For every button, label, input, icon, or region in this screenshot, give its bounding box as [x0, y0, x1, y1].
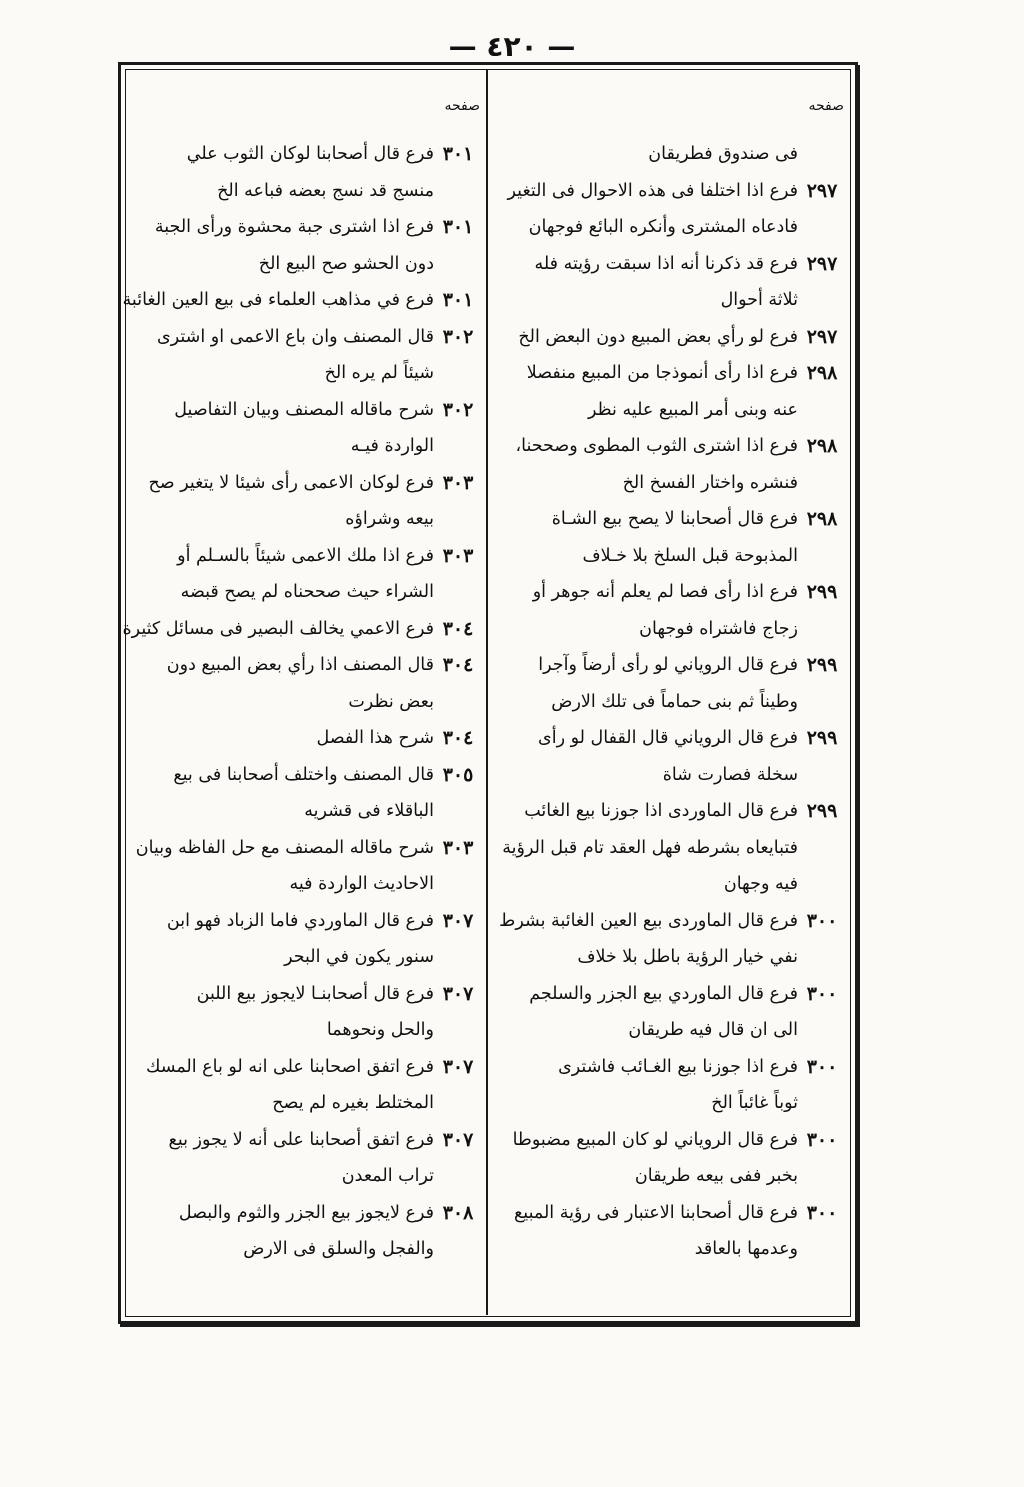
- entry-text: [128, 647, 434, 720]
- entry-page-number: ٢٩٩: [806, 727, 838, 749]
- index-entry: [490, 574, 846, 647]
- entry-page-number: ٣٠٥: [442, 763, 474, 786]
- entry-line: فرع قال الروياني لو كان المبيع مضبوطا: [512, 1129, 798, 1150]
- entry-text: [490, 647, 798, 720]
- entry-line: المختلط بغيره لم يصح: [272, 1093, 434, 1113]
- entry-line: بخبر ففى بيعه طريقان: [634, 1166, 798, 1186]
- entry-line: شيئاً لم يره الخ: [324, 363, 434, 383]
- index-entry: [490, 720, 846, 793]
- index-entry: [128, 538, 482, 611]
- entry-page-number: ٣٠٨: [442, 1201, 474, 1224]
- column-header: صفحه: [444, 98, 480, 114]
- index-entry: [128, 465, 482, 538]
- index-entry: [490, 793, 846, 903]
- entry-line: قال المصنف واختلف أصحابنا فى بيع: [173, 764, 434, 785]
- entry-line: قال المصنف وان باع الاعمى او اشترى: [157, 326, 434, 347]
- entry-line: سخلة فصارت شاة: [662, 764, 798, 785]
- entry-list: [122, 136, 482, 1268]
- entry-line: ثلاثة أحوال: [720, 290, 798, 310]
- index-entry: [128, 1049, 482, 1122]
- entry-line: فرع اذا اشترى جبة محشوة ورأى الجبة: [154, 217, 434, 237]
- entry-line: فرع قال أصحابنـا لايجوز بيع اللبن: [196, 983, 434, 1004]
- entry-page-number: ٢٩٨: [806, 362, 838, 384]
- entry-line: فرع اذا رأى أنموذجا من المبيع منفصلا: [526, 363, 798, 383]
- entry-line: الباقلاء فى قشريه: [304, 801, 434, 821]
- entry-line: فرع اتفق أصحابنا على أنه لا يجوز بيع: [168, 1129, 434, 1150]
- index-entry: [490, 319, 846, 356]
- entry-line: فرع قد ذكرنا أنه اذا سبقت رؤيته فله: [534, 253, 798, 274]
- entry-text: [490, 1049, 798, 1122]
- index-entry: [128, 976, 482, 1049]
- entry-line: فرع قال الماوردي بيع الجزر والسلجم: [529, 983, 798, 1004]
- left-column: [122, 96, 482, 1268]
- entry-line: فرع اذا ملك الاعمى شيئاً بالسـلم أو: [177, 545, 434, 566]
- index-entry: [128, 720, 482, 757]
- entry-line: فى صندوق فطريقان: [648, 144, 798, 164]
- entry-line: شرح هذا الفصل: [316, 728, 434, 748]
- entry-line: والحل ونحوهما: [326, 1020, 434, 1040]
- entry-text: [128, 538, 434, 611]
- index-entry: [128, 830, 482, 903]
- index-entry: [490, 647, 846, 720]
- entry-page-number: ٣٠٠: [806, 982, 838, 1005]
- entry-line: فرع قال الروياني لو رأى أرضاً وآجرا: [538, 655, 798, 675]
- entry-text: [128, 757, 434, 830]
- page-number: — ٤٢٠ —: [448, 30, 576, 63]
- entry-text: [490, 1122, 798, 1195]
- entry-line: فرع قال أصحابنا لوكان الثوب علي: [186, 144, 434, 164]
- entry-page-number: ٣٠٤: [442, 617, 474, 640]
- entry-line: فرع قال الروياني قال القفال لو رأى: [538, 728, 798, 748]
- entry-page-number: ٢٩٧: [806, 325, 838, 348]
- entry-text: [128, 1122, 434, 1195]
- entry-page-number: ٣٠٠: [806, 1201, 838, 1224]
- index-entry: [128, 319, 482, 392]
- entry-text: [490, 246, 798, 319]
- index-entry: [128, 757, 482, 830]
- entry-line: سنور يكون في البحر: [284, 947, 434, 967]
- entry-page-number: ٢٩٨: [806, 508, 838, 530]
- entry-page-number: ٣٠٧: [442, 1128, 474, 1151]
- index-entry: [490, 1195, 846, 1268]
- entry-text: [490, 1195, 798, 1268]
- entry-page-number: ٣٠٤: [442, 727, 474, 749]
- entry-text: [123, 611, 434, 648]
- index-entry: [128, 1122, 482, 1195]
- entry-page-number: ٣٠١: [442, 216, 474, 238]
- entry-text: [490, 903, 798, 976]
- entry-page-number: ٣٠٧: [442, 982, 474, 1005]
- entry-page-number: ٣٠٣: [442, 544, 474, 567]
- entry-line: فرع الاعمي يخالف البصير فى مسائل كثيرة: [122, 618, 434, 639]
- entry-line: الواردة فيـه: [350, 436, 434, 456]
- entry-line: فرع لو رأي بعض المبيع دون البعض الخ: [518, 326, 798, 347]
- entry-text: [490, 976, 798, 1049]
- entry-line: بعض نظرت: [348, 691, 434, 712]
- entry-text: [490, 428, 798, 501]
- entry-text: [128, 1195, 434, 1268]
- entry-line: فرع لايجوز بيع الجزر والثوم والبصل: [178, 1202, 434, 1223]
- entry-line: فرع لوكان الاعمى رأى شيئا لا يتغير صح: [148, 472, 434, 493]
- index-entry: [490, 903, 846, 976]
- entry-text: [128, 1049, 434, 1122]
- index-entry: [128, 1195, 482, 1268]
- entry-line: فرع في مذاهب العلماء فى بيع العين الغائبة: [122, 290, 434, 310]
- entry-page-number: ٣٠٧: [442, 1055, 474, 1078]
- entry-text: [490, 793, 798, 903]
- entry-line: قال المصنف اذا رأي بعض المبيع دون: [166, 655, 434, 675]
- index-entry: [128, 392, 482, 465]
- entry-text: [128, 319, 434, 392]
- entry-text: [490, 720, 798, 793]
- entry-text: [490, 136, 846, 173]
- entry-text: [490, 355, 798, 428]
- entry-line: عنه وبنى أمر المبيع عليه نظر: [588, 399, 798, 420]
- entry-page-number: ٣٠١: [442, 143, 474, 165]
- entry-line: الى ان قال فيه طريقان: [628, 1020, 798, 1040]
- entry-line: فادعاه المشترى وأنكره البائع فوجهان: [528, 217, 798, 237]
- entry-text: [128, 830, 434, 903]
- entry-line: فيه وجهان: [723, 874, 798, 894]
- entry-text: [128, 465, 434, 538]
- entry-line: فرع قال أصحابنا لا يصح بيع الشـاة: [551, 509, 798, 529]
- entry-line: الشراء حيث صححناه لم يصح قبضه: [180, 582, 434, 602]
- index-entry: [490, 976, 846, 1049]
- entry-line: فرع قال الماوردي فاما الزباد فهو ابن: [166, 910, 434, 931]
- entry-page-number: ٢٩٩: [806, 654, 838, 676]
- entry-list: [490, 136, 846, 1268]
- column-divider: [486, 70, 488, 1315]
- index-entry: [490, 428, 846, 501]
- entry-page-number: ٢٩٧: [806, 252, 838, 275]
- entry-page-number: ٣٠٠: [806, 1055, 838, 1078]
- entry-page-number: ٣٠٠: [806, 909, 838, 932]
- entry-page-number: ٣٠٢: [442, 398, 474, 421]
- index-entry: [490, 1122, 846, 1195]
- entry-line: وطيناً ثم بنى حماماً فى تلك الارض: [551, 691, 798, 712]
- entry-text: [128, 392, 434, 465]
- entry-text: [128, 976, 434, 1049]
- entry-line: فرع اذا اشترى الثوب المطوى وصححنا،: [515, 436, 798, 456]
- entry-line: ثوباً غائباً الخ: [711, 1093, 798, 1113]
- entry-line: فرع اتفق اصحابنا على انه لو باع المسك: [145, 1056, 434, 1077]
- entry-line: تراب المعدن: [341, 1166, 434, 1186]
- entry-line: فرع اذا رأى فصا لم يعلم أنه جوهر أو: [532, 582, 798, 602]
- entry-page-number: ٣٠٧: [442, 909, 474, 932]
- entry-page-number: ٣٠١: [442, 289, 474, 311]
- entry-text: [490, 173, 798, 246]
- entry-line: شرح ماقاله المصنف مع حل الفاظه وبيان: [135, 837, 434, 858]
- entry-line: وعدمها بالعاقد: [694, 1239, 798, 1259]
- index-entry: [122, 611, 482, 648]
- index-entry: [490, 173, 846, 246]
- entry-text: [128, 136, 434, 209]
- index-entry: [128, 136, 482, 209]
- entry-page-number: ٣٠٠: [806, 1128, 838, 1151]
- entry-text: [123, 282, 434, 319]
- entry-text: [128, 903, 434, 976]
- index-entry: [128, 903, 482, 976]
- entry-line: شرح ماقاله المصنف وبيان التفاصيل: [174, 399, 434, 420]
- column-header: صفحه: [808, 98, 844, 114]
- entry-line: زجاج فاشتراه فوجهان: [639, 618, 798, 639]
- entry-page-number: ٢٩٨: [806, 435, 838, 457]
- entry-line: بيعه وشراؤه: [345, 509, 434, 529]
- entry-line: الاحاديث الواردة فيه: [289, 874, 434, 894]
- entry-line: والفجل والسلق فى الارض: [243, 1239, 434, 1259]
- entry-line: فرع قال أصحابنا الاعتبار فى رؤية المبيع: [513, 1202, 798, 1223]
- entry-page-number: ٣٠٣: [442, 471, 474, 494]
- entry-text: [490, 501, 798, 574]
- entry-line: فتبايعاه بشرطه فهل العقد تام قبل الرؤية: [502, 837, 798, 858]
- entry-line: المذبوحة قبل السلخ بلا خـلاف: [582, 545, 798, 566]
- entry-line: فرع اذا جوزنا بيع الغـائب فاشترى: [558, 1056, 798, 1077]
- entry-page-number: ٢٩٩: [806, 800, 838, 822]
- entry-text: [128, 720, 434, 757]
- entry-page-number: ٢٩٩: [806, 581, 838, 603]
- index-entry: [490, 501, 846, 574]
- entry-line: فرع اذا اختلفا فى هذه الاحوال فى التغير: [507, 180, 798, 201]
- index-entry: [122, 282, 482, 319]
- right-column: [490, 96, 846, 1268]
- entry-text: [128, 209, 434, 282]
- entry-line: نفي خيار الرؤية باطل بلا خلاف: [577, 947, 798, 967]
- index-entry: [128, 647, 482, 720]
- entry-text: [490, 574, 798, 647]
- entry-page-number: ٣٠٣: [442, 836, 474, 859]
- index-entry: [490, 246, 846, 319]
- index-entry: [128, 209, 482, 282]
- entry-page-number: ٣٠٤: [442, 654, 474, 676]
- entry-line: فرع قال الماوردى اذا جوزنا بيع الغائب: [524, 801, 798, 821]
- entry-page-number: ٢٩٧: [806, 179, 838, 202]
- entry-text: [490, 319, 798, 356]
- entry-line: دون الحشو صح البيع الخ: [258, 253, 434, 274]
- entry-line: فرع قال الماوردى بيع العين الغائبة بشرط: [499, 910, 798, 931]
- index-entry: [490, 136, 846, 173]
- entry-line: فنشره واختار الفسخ الخ: [622, 472, 798, 493]
- entry-page-number: ٣٠٢: [442, 325, 474, 348]
- index-entry: [490, 1049, 846, 1122]
- entry-line: منسج قد نسج بعضه فباعه الخ: [217, 180, 434, 201]
- index-entry: [490, 355, 846, 428]
